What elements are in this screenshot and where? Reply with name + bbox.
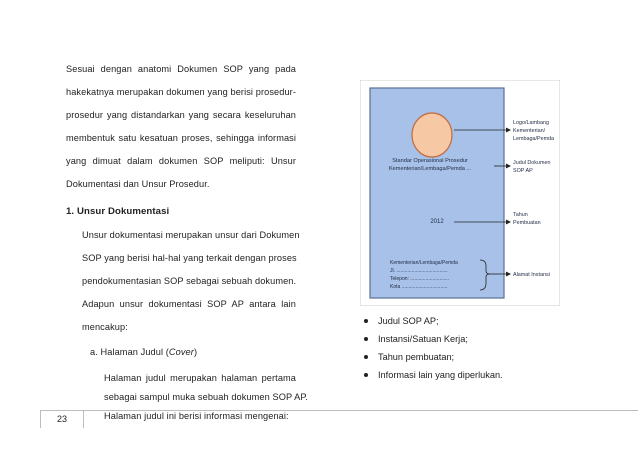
bullet-list bbox=[358, 312, 558, 384]
bullet-icon bbox=[364, 355, 368, 359]
center-title-1: Standar Operasional Prosedur bbox=[392, 158, 468, 164]
subitem-label bbox=[90, 347, 197, 357]
intro-line: Dokumentasi dan Unsur Prosedur. bbox=[66, 179, 210, 189]
subitem-line: sebagai sampul muka sebuah dokumen SOP AP. bbox=[104, 392, 309, 402]
label-logo-1: Logo/Lambang bbox=[513, 120, 549, 126]
bullet-icon bbox=[364, 373, 368, 377]
list-item-text: Informasi lain yang diperlukan. bbox=[378, 370, 503, 380]
cover-year: 2012 bbox=[430, 219, 444, 225]
list-item bbox=[358, 312, 558, 330]
address-line-2: Jl. ..................................... bbox=[390, 268, 448, 274]
cover-figure bbox=[360, 80, 560, 306]
label-title-1: Judul Dokumen bbox=[513, 160, 551, 166]
list-item-text: Instansi/Satuan Kerja; bbox=[378, 334, 468, 344]
list-item-text: Tahun pembuatan; bbox=[378, 352, 455, 362]
section-line: pendokumentasian SOP sebagai sebuah dokumen. bbox=[82, 276, 297, 286]
address-line-3: Telepon: ............................ bbox=[390, 276, 450, 282]
label-title-2: SOP AP bbox=[513, 168, 533, 174]
subitem-line: Halaman judul ini berisi informasi mengenai: bbox=[104, 411, 289, 421]
subitem-suffix: ) bbox=[193, 347, 198, 357]
subitem-line: Halaman judul merupakan halaman pertama bbox=[104, 373, 296, 383]
subitem-prefix: a. Halaman Judul ( bbox=[90, 347, 169, 357]
subitem-italic: Cover bbox=[168, 347, 194, 357]
intro-line: yang dimuat dalam dokumen SOP meliputi: Unsur bbox=[66, 156, 296, 166]
center-title-2: Kementerian/Lembaga/Pemda ... bbox=[388, 166, 472, 172]
section-line: Unsur dokumentasi merupakan unsur dari Dokumen bbox=[82, 230, 300, 240]
list-item bbox=[358, 348, 558, 366]
label-address: Alamat Instansi bbox=[513, 272, 550, 278]
label-year-2: Pembuatan bbox=[513, 220, 541, 226]
intro-line: hakekatnya merupakan dokumen yang berisi prosedur- bbox=[66, 87, 296, 97]
address-line-4: Kota ................................. bbox=[390, 284, 448, 290]
list-item-text: Judul SOP AP; bbox=[378, 316, 439, 326]
label-logo-3: Lembaga/Pemda bbox=[513, 136, 555, 142]
logo-placeholder bbox=[412, 113, 452, 157]
bullet-icon bbox=[364, 319, 368, 323]
list-item bbox=[358, 330, 558, 348]
list-item bbox=[358, 366, 558, 384]
intro-line: Sesuai dengan anatomi Dokumen SOP yang pada bbox=[66, 64, 296, 74]
section-line: SOP yang berisi hal-hal yang terkait dengan proses bbox=[82, 253, 297, 263]
address-line-1: Kementerian/Lembaga/Pemda bbox=[390, 260, 458, 266]
intro-line: membentuk satu kesatuan proses, sehingga informasi bbox=[66, 133, 296, 143]
section-line: mencakup: bbox=[82, 322, 128, 332]
page-number: 23 bbox=[40, 410, 84, 428]
bullet-icon bbox=[364, 337, 368, 341]
section-line: Adapun unsur dokumentasi SOP AP antara lain bbox=[82, 299, 296, 309]
label-logo-2: Kementerian/ bbox=[513, 128, 546, 134]
footer-divider bbox=[40, 410, 638, 411]
section-heading: 1. Unsur Dokumentasi bbox=[66, 206, 170, 217]
intro-line: prosedur yang distandarkan yang secara keseluruhan bbox=[66, 110, 296, 120]
label-year-1: Tahun bbox=[513, 212, 528, 218]
